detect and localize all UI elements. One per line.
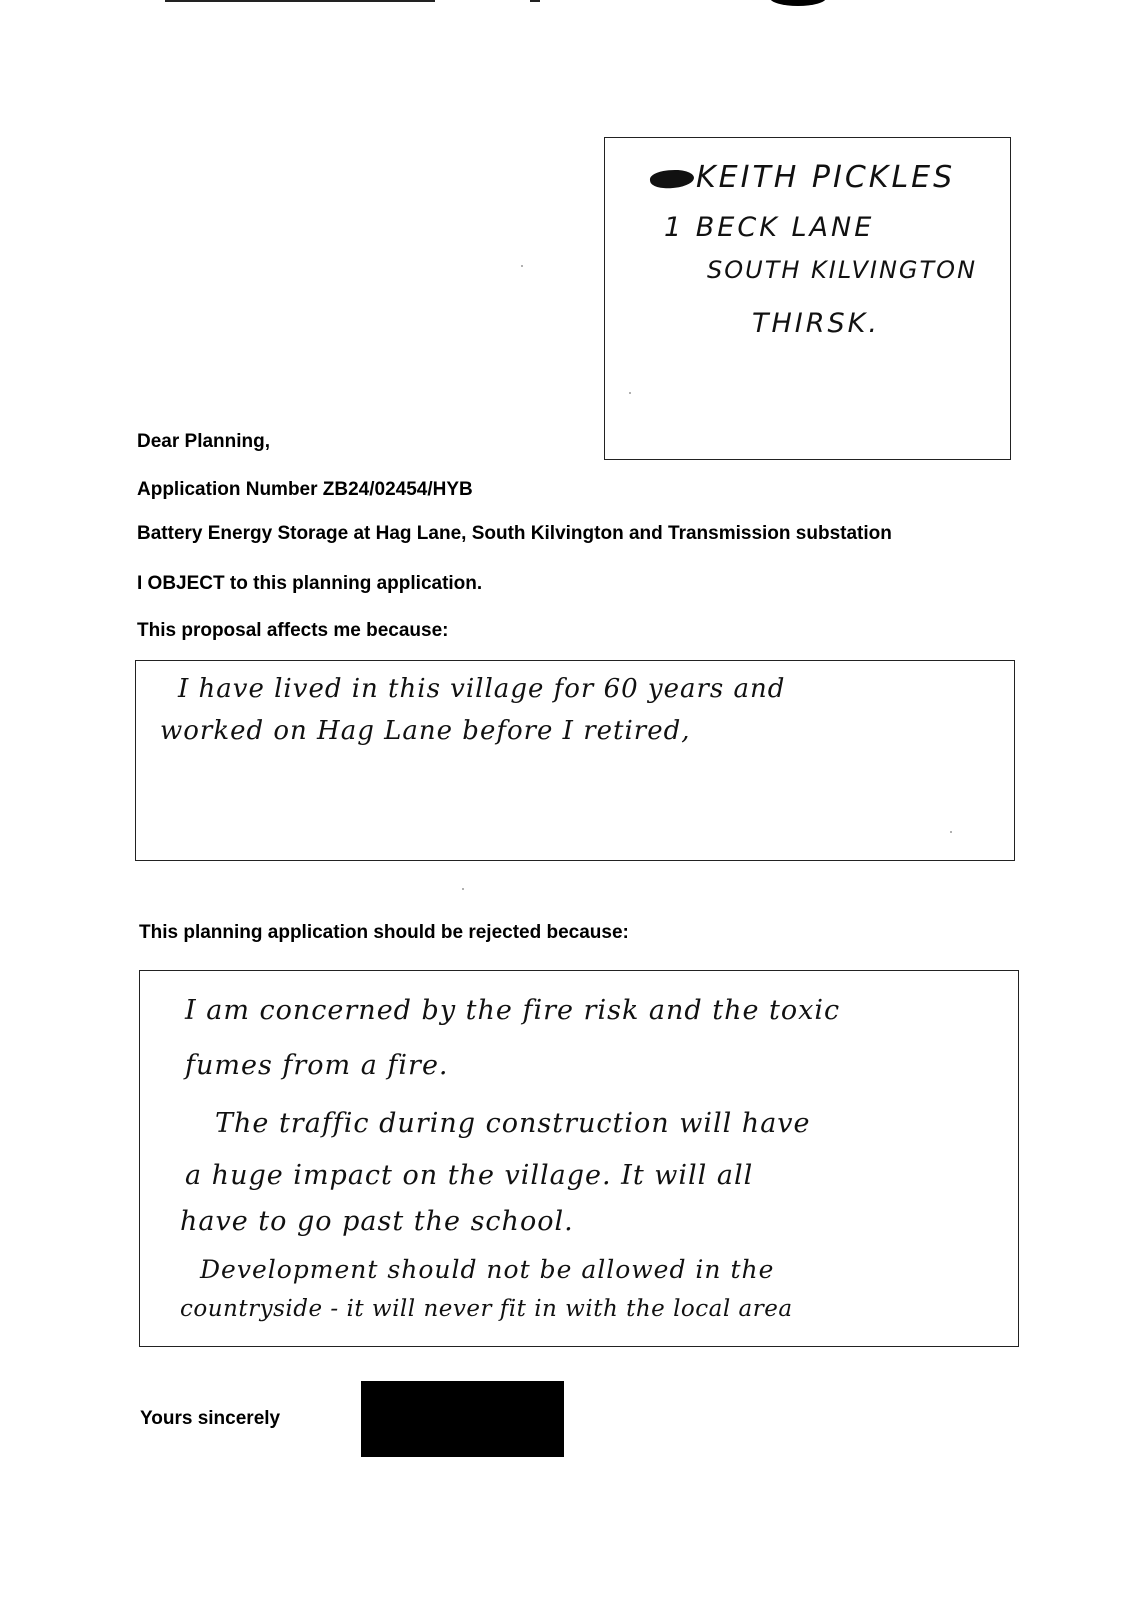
closing: Yours sincerely (140, 1408, 281, 1429)
rejected-line: have to go past the school. (180, 1206, 574, 1237)
address-line-3: THIRSK. (752, 308, 880, 339)
rejected-line: countryside - it will never fit in with the local area (180, 1296, 793, 1322)
rejected-box (139, 970, 1019, 1347)
scan-artifact-mark (530, 0, 540, 2)
rejected-line: Development should not be allowed in the (200, 1255, 775, 1284)
scan-artifact-blob (770, 0, 826, 6)
application-number: Application Number ZB24/02454/HYB (137, 479, 473, 500)
rejected-line: I am concerned by the fire risk and the toxic (185, 995, 841, 1026)
address-name: KEITH PICKLES (650, 160, 955, 195)
affects-heading: This proposal affects me because: (137, 620, 449, 641)
rejected-line: a huge impact on the village. It will all (185, 1160, 754, 1191)
affects-line: I have lived in this village for 60 years and (178, 674, 786, 704)
signature-redaction (361, 1381, 564, 1457)
rejected-heading: This planning application should be rejected because: (139, 922, 629, 943)
scribble-mark (649, 167, 695, 190)
rejected-line: The traffic during construction will have (215, 1108, 811, 1139)
salutation: Dear Planning, (137, 431, 271, 452)
rejected-line: fumes from a fire. (185, 1050, 449, 1081)
address-line-2: SOUTH KILVINGTON (707, 256, 978, 284)
address-line-1: 1 BECK LANE (664, 212, 875, 243)
scan-speck (462, 888, 464, 890)
affects-line: worked on Hag Lane before I retired, (160, 716, 691, 746)
scan-speck (521, 265, 523, 267)
application-subject: Battery Energy Storage at Hag Lane, South Kilvington and Transmission substation (137, 523, 892, 544)
objection-statement: I OBJECT to this planning application. (137, 573, 483, 594)
scan-artifact-line (165, 0, 435, 2)
